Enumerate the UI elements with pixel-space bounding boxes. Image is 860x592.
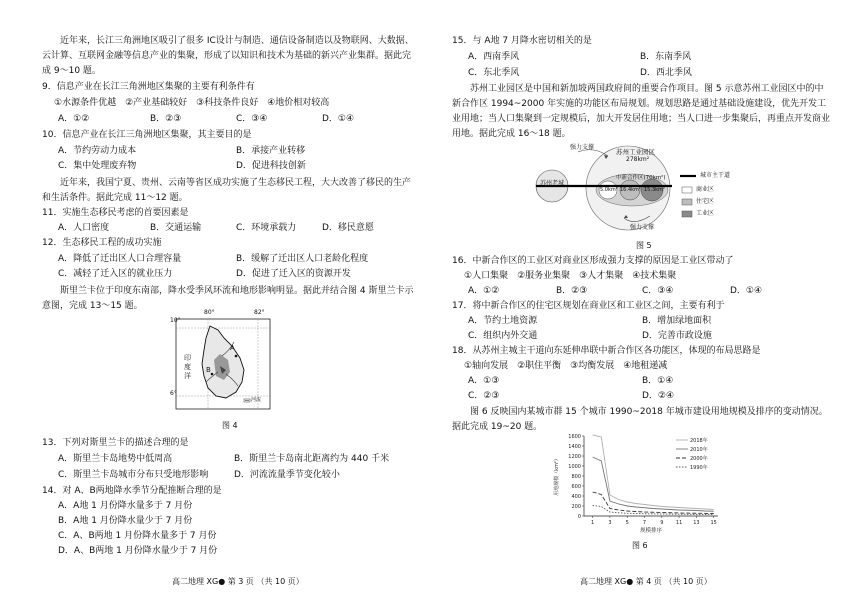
passage-9-10: 近年来，长江三角洲地区吸引了很多 IC设计与制造、通信设备制造以及物联网、大数据、云计算、互联网金融等信息产业的集聚，形成了以知识和技术为基础的新兴产业集群。据此完成 9～10 题。	[42, 36, 414, 76]
passage-16-18: 苏州工业园区是中国和新加坡两国政府间的重要合作项目。图 5 示意苏州工业园区中的中新合作区 1994~2000 年实施的功能区布局规划。规划思路是通过基础设施建设，优先开发工业用地；当人口集聚到一定规模后，加大开发居住用地；当人口进一步集聚后，再重点开发商业用地。据此完成 16～18 题。	[452, 84, 831, 139]
y-tick-label: 1000	[568, 464, 581, 470]
passage-19-20: 图 6 反映国内某城市群 15 个城市 1990~2018 年城市建设用地规模及排序的变动情况。据此完成 19~20 题。	[452, 407, 828, 432]
sri-lanka-map	[170, 309, 274, 414]
question-14-option-a[interactable]: A．A地 1 月份降水量多于 7 月份	[58, 501, 193, 511]
question-9-stem: 9．信息产业在长江三角洲地区集聚的主要有利条件有	[42, 82, 255, 92]
question-17-option-c[interactable]: C．组织内外交通	[468, 331, 538, 341]
x-axis-label: 规模排序	[639, 528, 663, 534]
question-11-stem: 11．实施生态移民考虑的首要因素是	[42, 208, 189, 218]
question-18-option-d[interactable]: D．②④	[642, 391, 675, 401]
question-17-option-a[interactable]: A．节约土地资源	[468, 316, 538, 326]
x-tick-label: 7	[642, 520, 647, 526]
question-15-option-a[interactable]: A．西南季风	[468, 52, 520, 62]
question-14-option-b[interactable]: B．A地 1 月份降水量少于 7 月份	[58, 516, 193, 526]
industrial-area-value: 15.3km²	[644, 187, 665, 193]
support-top-label: 强力支撑	[570, 144, 595, 151]
page-4	[430, 0, 860, 592]
question-11-option-b[interactable]: B．交通运输	[150, 223, 202, 233]
question-17-stem: 17．将中新合作区的住宅区规划在商业区和工业区之间，主要有利于	[452, 301, 725, 311]
question-10-option-a[interactable]: A．节约劳动力成本	[58, 146, 137, 156]
question-10-option-c[interactable]: C．集中处理废弃物	[58, 161, 137, 171]
figure-5-caption: 图 5	[636, 241, 652, 250]
question-15-option-b[interactable]: B．东南季风	[640, 52, 692, 62]
commercial-area-value: 5.0km²	[600, 187, 618, 193]
question-15-stem: 15．与 A地 7 月降水密切相关的是	[452, 36, 592, 46]
legend-commercial: 商业区	[696, 186, 715, 193]
x-tick-label: 13	[693, 520, 700, 526]
x-tick-label: 11	[675, 520, 683, 526]
question-14-option-c[interactable]: C．A、B两地 1 月份降水量多于 7 月份	[58, 531, 217, 541]
question-18-option-a[interactable]: A．①③	[468, 376, 500, 386]
question-9-option-b[interactable]: B．②③	[150, 114, 182, 124]
suzhou-park-diagram	[534, 142, 744, 238]
question-18-stem: 18．从苏州主城主干道向东延伸串联中新合作区各功能区，体现的布局思路是	[452, 346, 761, 356]
question-16-items: ①人口集聚 ②服务业集聚 ③人才集聚 ④技术集聚	[464, 271, 677, 281]
question-11-option-d[interactable]: D．移民意愿	[322, 223, 374, 233]
longitude-82: 82°	[254, 309, 265, 316]
question-12-option-c[interactable]: C．减轻了迁入区的就业压力	[58, 269, 173, 279]
question-12-option-a[interactable]: A．降低了迁出区人口合理容量	[58, 254, 182, 264]
residential-area-value: 16.4km²	[620, 187, 641, 193]
question-16-option-d[interactable]: D．①④	[730, 286, 763, 296]
legend-label-2000年: 2000年	[690, 456, 708, 462]
question-9-items: ①水源条件优越 ②产业基础较好 ③科技条件良好 ④地价相对较高	[54, 98, 330, 108]
question-12-option-b[interactable]: B．缓解了迁出区人口老龄化程度	[236, 254, 369, 264]
point-a-label: A	[230, 344, 235, 352]
support-bottom-label: 强力支撑	[630, 224, 655, 231]
river-legend-label: 河流	[251, 397, 262, 403]
x-tick-label: 1	[591, 520, 595, 526]
question-11-option-a[interactable]: A．人口密度	[58, 223, 110, 233]
y-tick-label: 200	[571, 504, 581, 510]
y-tick-label: 800	[571, 474, 581, 480]
question-12-stem: 12．生态移民工程的成功实施	[42, 238, 162, 248]
y-axis-label: 用地规模（km²）	[554, 456, 560, 496]
y-tick-label: 1400	[568, 444, 581, 450]
question-13-stem: 13．下列对斯里兰卡的描述合理的是	[42, 438, 189, 448]
legend-main-road: 城市主干道	[700, 172, 731, 179]
question-14-option-d[interactable]: D．A、B两地 1 月份降水量少于 7 月份	[58, 546, 218, 556]
x-tick-label: 15	[710, 520, 717, 526]
y-tick-label: 1600	[568, 434, 581, 440]
question-9-option-c[interactable]: C．③④	[236, 114, 268, 124]
x-tick-label: 5	[625, 520, 629, 526]
question-11-option-c[interactable]: C．环境承载力	[236, 223, 297, 233]
question-10-option-d[interactable]: D．促进科技创新	[236, 161, 306, 171]
question-12-option-d[interactable]: D．促进了迁入区的资源开发	[236, 269, 351, 279]
question-16-option-c[interactable]: C．③④	[642, 286, 674, 296]
page-3-footer: 高二地理 XG● 第 3 页 （共 10 页）	[172, 577, 304, 586]
question-15-option-d[interactable]: D．西北季风	[640, 68, 692, 78]
old-town-label: 苏州老城	[540, 180, 565, 187]
y-tick-label: 0	[577, 514, 581, 520]
question-13-option-c[interactable]: C．斯里兰卡岛城市分布只受地形影响	[58, 470, 209, 480]
park-title-label: 苏州工业园区	[616, 148, 655, 156]
question-13-option-a[interactable]: A．斯里兰卡岛地势中低周高	[58, 454, 173, 464]
legend-label-2018年: 2018年	[690, 438, 708, 444]
indian-ocean-label: 印度洋	[184, 354, 191, 380]
legend-label-1990年: 1990年	[690, 465, 708, 471]
page-4-footer: 高二地理 XG● 第 4 页 （共 10 页）	[580, 577, 712, 586]
zone-area-label: 中新合作区(70km²)	[616, 175, 666, 181]
question-17-option-d[interactable]: D．完善市政设施	[642, 331, 712, 341]
question-18-option-b[interactable]: B．①④	[642, 376, 674, 386]
question-10-option-b[interactable]: B．承接产业转移	[236, 146, 306, 156]
figure-6-caption: 图 6	[632, 541, 648, 550]
y-tick-label: 600	[571, 484, 581, 490]
x-tick-label: 3	[608, 520, 612, 526]
latitude-6: 6°	[170, 390, 177, 397]
x-tick-label: 9	[660, 520, 664, 526]
question-18-option-c[interactable]: C．②③	[468, 391, 500, 401]
longitude-80: 80°	[204, 309, 215, 316]
question-16-stem: 16．中新合作区的工业区对商业区形成强力支撑的原因是工业区带动了	[452, 256, 734, 266]
question-14-stem: 14．对 A、B两地降水季节分配推断合理的是	[42, 486, 222, 496]
passage-11-12: 近年来，我国宁夏、贵州、云南等省区成功实施了生态移民工程，大大改善了移民的生产和生活条件。据此完成 11～12 题。	[42, 178, 412, 203]
question-10-stem: 10．信息产业在长江三角洲地区集聚，其主要目的是	[42, 130, 252, 140]
legend-residential: 住宅区	[696, 198, 715, 205]
legend-industrial: 工业区	[696, 210, 715, 217]
park-area-label: 278km²	[626, 156, 650, 163]
question-17-option-b[interactable]: B．增加绿地面积	[642, 316, 712, 326]
question-13-option-b[interactable]: B．斯里兰卡岛南北距离约为 440 千米	[234, 454, 390, 464]
question-18-items: ①轴向发展 ②职住平衡 ③均衡发展 ④地租递减	[464, 361, 668, 371]
figure-6-chart	[550, 430, 730, 534]
passage-13-15: 斯里兰卡位于印度东南部，降水受季风环流和地形影响明显。据此并结合图 4 斯里兰卡示意图，完成 13～15 题。	[42, 286, 414, 311]
figure-4-caption: 图 4	[222, 421, 238, 430]
question-9-option-d[interactable]: D．①④	[322, 114, 355, 124]
legend-label-2010年: 2010年	[690, 447, 708, 453]
question-15-option-c[interactable]: C．东北季风	[468, 68, 520, 78]
latitude-10: 10°	[170, 317, 181, 324]
point-b-label: B	[206, 366, 211, 374]
y-tick-label: 400	[571, 494, 581, 500]
question-16-option-b[interactable]: B．②③	[556, 286, 588, 296]
question-13-option-d[interactable]: D．河流流量季节变化较小	[234, 470, 340, 480]
question-16-option-a[interactable]: A．①②	[468, 286, 500, 296]
y-tick-label: 1200	[568, 454, 581, 460]
question-9-option-a[interactable]: A．①②	[58, 114, 90, 124]
